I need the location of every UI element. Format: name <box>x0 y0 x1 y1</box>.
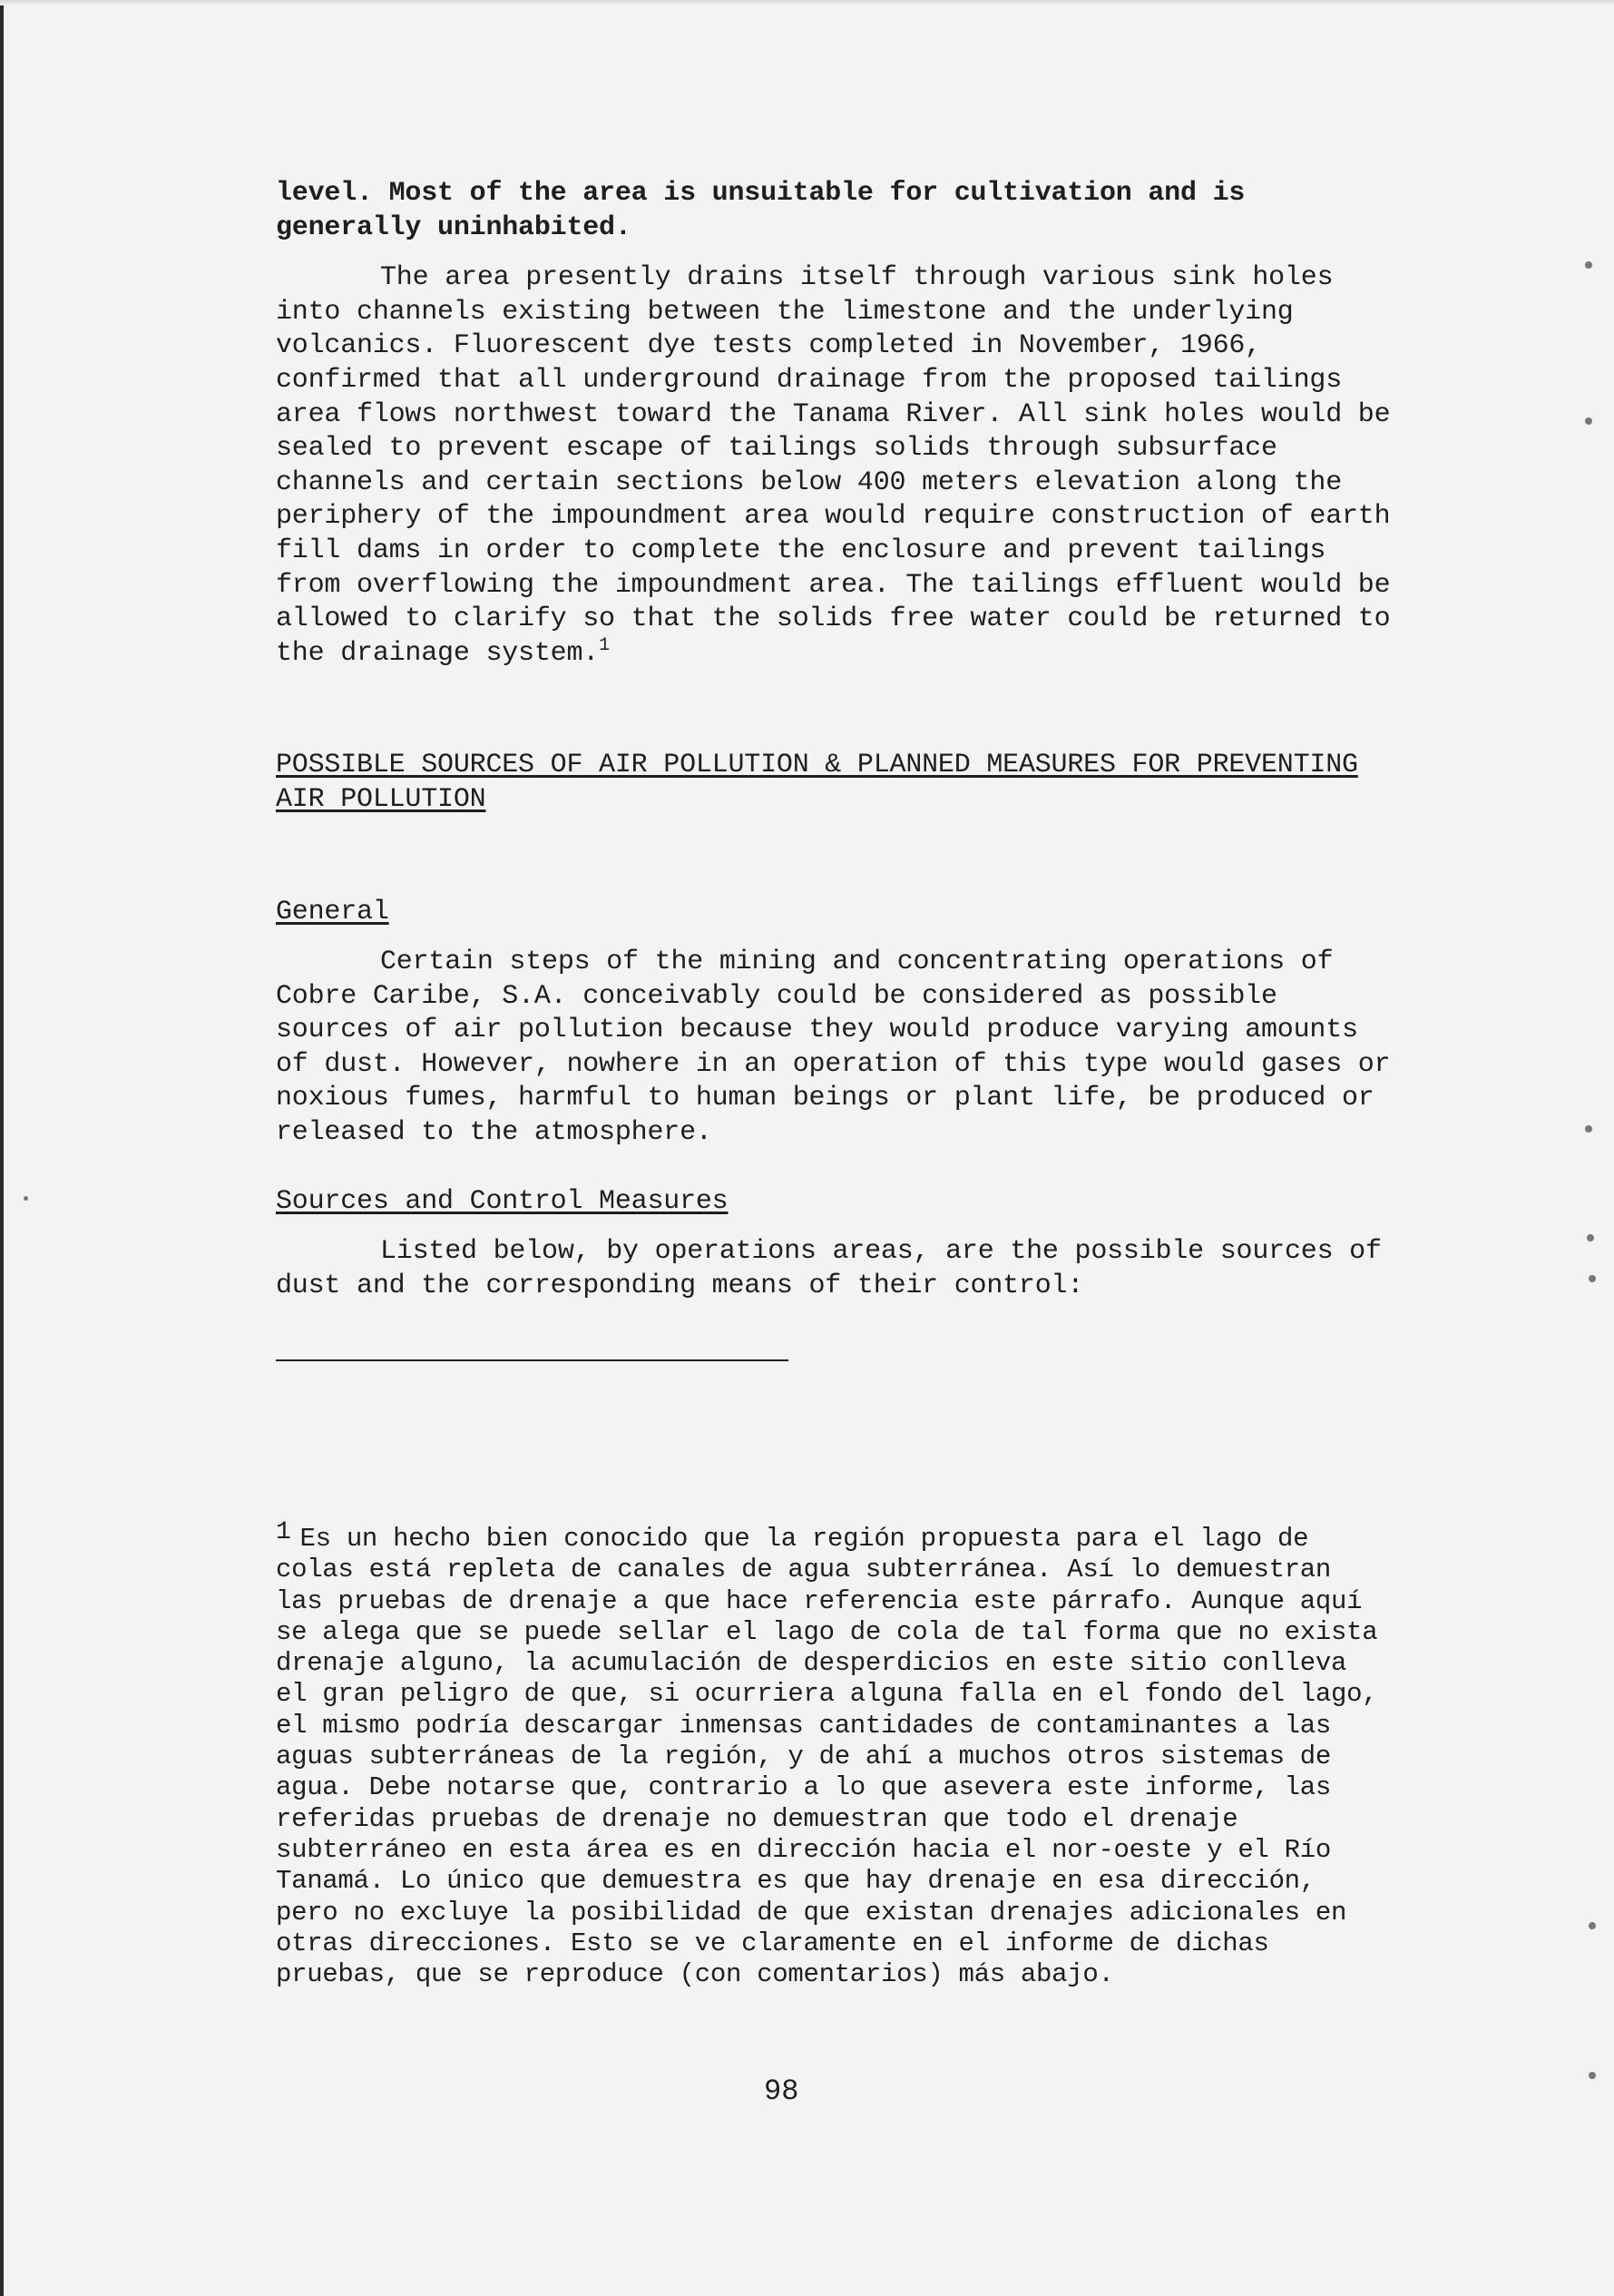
section-heading: POSSIBLE SOURCES OF AIR POLLUTION & PLANNED MEASURES FOR PREVENTING AIR POLLUTION <box>276 750 1358 815</box>
scan-speck <box>1585 261 1592 269</box>
footnote-separator <box>276 1359 788 1361</box>
scan-speck <box>1585 417 1592 425</box>
scan-speck <box>1589 1922 1596 1929</box>
top-shadow <box>0 0 1614 5</box>
general-paragraph: Certain steps of the mining and concentrating operations of Cobre Caribe, S.A. conceivably could be considered as possible sources of air pollution because they would produce varying amounts of dust. However, nowhere in an operation of this type would gases or noxious fumes, harmful to human beings or plant life, be produced or released to the atmosphere. <box>276 947 1391 1149</box>
scan-speck <box>24 1196 28 1201</box>
footnote <box>276 1517 1392 1990</box>
sources-paragraph: Listed below, by operations areas, are the possible sources of dust and the corresponding means of their control: <box>276 1236 1382 1301</box>
paragraph-drainage-text: The area presently drains itself through various sink holes into channels existing between the limestone and the underlying volcanics. Fluorescent dye tests completed in November, 1966, confirmed that all underground drainage from the proposed tailings area flows northwest toward the Tanama River. All sink holes would be sealed to prevent escape of tailings solids through subsurface channels and certain sections below 400 meters elevation along the periphery of the impoundment area would require construction of earth fill dams in order to complete the enclosure and prevent tailings from overflowing the impoundment area. The tailings effluent would be allowed to clarify so that the solids free water could be returned to the drainage system. <box>276 262 1391 669</box>
general-heading: General <box>276 896 389 927</box>
paragraph-intro: level. Most of the area is unsuitable for cultivation and is generally uninhabited. <box>276 178 1246 243</box>
page-edge <box>0 0 4 2296</box>
scan-speck <box>1587 1234 1594 1241</box>
scan-speck <box>1589 2072 1596 2079</box>
scan-speck <box>1589 1275 1596 1282</box>
page-number: 98 <box>764 2075 799 2108</box>
paragraph-drainage <box>276 261 1392 671</box>
footnote-mark: 1 <box>276 1518 291 1546</box>
scan-speck <box>1585 1125 1592 1133</box>
footnote-reference: 1 <box>599 634 610 656</box>
footnote-paragraph <box>276 1517 1392 1990</box>
footnote-text: Es un hecho bien conocido que la región propuesta para el lago de colas está repleta de canales de agua subterránea. Así lo demuestran las pruebas de drenaje a que hace referencia este párrafo. Aunque aquí se alega que se puede sellar el lago de cola de tal forma que no exista drenaje alguno, la acumulación de desperdicios en este sitio conlleva el gran peligro de que, si ocurriera alguna falla en el fondo del lago, el mismo podría descargar inmensas cantidades de contaminantes a las aguas subterráneas de la región, y de ahí a muchos otros sistemas de agua. Debe notarse que, contrario a lo que asevera este informe, las referidas pruebas de drenaje no demuestran que todo el drenaje subterráneo en esta área es en dirección hacia el nor-oeste y el Río Tanamá. Lo único que demuestra es que hay drenaje en esa dirección, pero no excluye la posibilidad de que existan drenajes adicionales en otras direcciones. Esto se ve claramente en el informe de dichas pruebas, que se reproduce (con comentarios) más abajo. <box>276 1524 1378 1990</box>
sources-heading: Sources and Control Measures <box>276 1185 729 1217</box>
document-body <box>276 177 1392 1361</box>
